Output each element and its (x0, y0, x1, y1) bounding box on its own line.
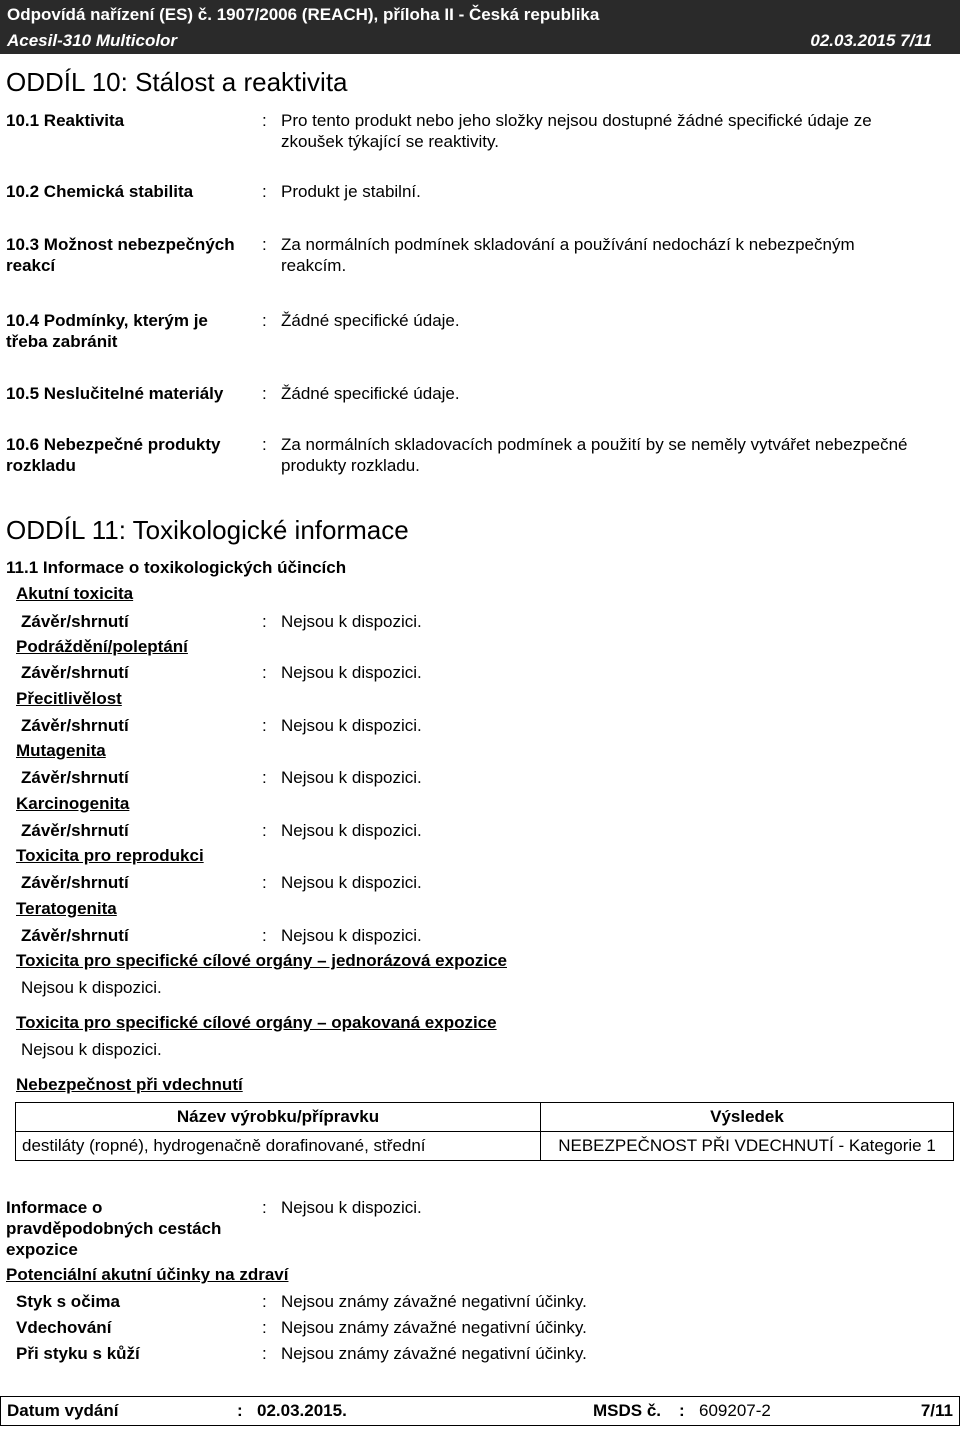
colon: : (262, 1292, 267, 1311)
colon: : (679, 1401, 685, 1420)
group-label: Závěr/shrnutí (21, 768, 129, 787)
colon: : (262, 1198, 267, 1217)
s10-row-value: Žádné specifické údaje. (281, 311, 460, 330)
header-bar-product (0, 30, 960, 54)
colon: : (262, 926, 267, 945)
colon: : (262, 111, 267, 130)
colon: : (262, 1318, 267, 1337)
group-label: Závěr/shrnutí (21, 873, 129, 892)
aspiration-heading: Nebezpečnost při vdechnutí (16, 1075, 243, 1094)
s10-row-value: Žádné specifické údaje. (281, 384, 460, 403)
table-header-cell: Název výrobku/přípravku (16, 1103, 541, 1132)
stot-repeated-heading: Toxicita pro specifické cílové orgány – opakovaná expozice (16, 1013, 497, 1032)
stot-repeated-value: Nejsou k dispozici. (21, 1040, 162, 1059)
colon: : (262, 768, 267, 787)
s10-row-label: 10.4 Podmínky, kterým je třeba zabránit (6, 311, 208, 351)
footer-date-label: Datum vydání (7, 1401, 119, 1420)
group-heading: Akutní toxicita (16, 584, 134, 603)
exposure-routes-label: Informace o pravděpodobných cestách expozice (6, 1198, 222, 1259)
s10-row-label: 10.1 Reaktivita (6, 111, 125, 130)
s10-row-value: Produkt je stabilní. (281, 182, 421, 201)
s10-row-value: Pro tento produkt nebo jeho složky nejsou dostupné žádné specifické údaje ze zkoušek týkající se reaktivity. (281, 111, 872, 151)
group-label: Závěr/shrnutí (21, 612, 129, 631)
colon: : (262, 612, 267, 631)
colon: : (262, 435, 267, 454)
table-cell: NEBEZPEČNOST PŘI VDECHNUTÍ - Kategorie 1 (541, 1132, 954, 1161)
group-value: Nejsou k dispozici. (281, 821, 422, 840)
group-heading: Toxicita pro reprodukci (16, 846, 204, 865)
section-11-title: ODDÍL 11: Toxikologické informace (6, 515, 409, 545)
colon: : (237, 1401, 243, 1420)
colon: : (262, 384, 267, 403)
group-heading: Přecitlivělost (16, 689, 122, 708)
aspiration-table (15, 1102, 954, 1161)
effect-label: Při styku s kůží (16, 1344, 140, 1363)
group-value: Nejsou k dispozici. (281, 873, 422, 892)
colon: : (262, 663, 267, 682)
footer (0, 1396, 960, 1426)
s10-row-label: 10.3 Možnost nebezpečných reakcí (6, 235, 235, 275)
group-value: Nejsou k dispozici. (281, 716, 422, 735)
s10-row-label: 10.2 Chemická stabilita (6, 182, 194, 201)
regulation-text: Odpovídá nařízení (ES) č. 1907/2006 (REACH), příloha II - Česká republika (7, 5, 600, 24)
colon: : (262, 182, 267, 201)
s10-row-label: 10.6 Nebezpečné produkty rozkladu (6, 435, 221, 475)
table-header-cell: Výsledek (541, 1103, 954, 1132)
footer-page: 7/11 (920, 1401, 953, 1420)
header-bar-regulation (0, 0, 960, 30)
table-row (16, 1132, 954, 1161)
s10-row-value: Za normálních podmínek skladování a používání nedochází k nebezpečným reakcím. (281, 235, 855, 275)
section-10-title: ODDÍL 10: Stálost a reaktivita (6, 67, 348, 97)
header-date-page: 02.03.2015 7/11 (810, 31, 932, 50)
colon: : (262, 716, 267, 735)
group-heading: Podráždění/poleptání (16, 637, 188, 656)
s10-row-value: Za normálních skladovacích podmínek a použití by se neměly vytvářet nebezpečné produkty rozkladu. (281, 435, 908, 475)
effect-value: Nejsou známy závažné negativní účinky. (281, 1344, 587, 1363)
stot-single-value: Nejsou k dispozici. (21, 978, 162, 997)
colon: : (262, 821, 267, 840)
group-value: Nejsou k dispozici. (281, 926, 422, 945)
effect-value: Nejsou známy závažné negativní účinky. (281, 1292, 587, 1311)
s10-row-label: 10.5 Neslučitelné materiály (6, 384, 224, 403)
group-heading: Karcinogenita (16, 794, 130, 813)
exposure-routes-value: Nejsou k dispozici. (281, 1198, 422, 1217)
colon: : (262, 235, 267, 254)
group-label: Závěr/shrnutí (21, 663, 129, 682)
stot-single-heading: Toxicita pro specifické cílové orgány – jednorázová expozice (16, 951, 507, 970)
group-value: Nejsou k dispozici. (281, 663, 422, 682)
effect-label: Styk s očima (16, 1292, 120, 1311)
group-value: Nejsou k dispozici. (281, 612, 422, 631)
group-heading: Teratogenita (16, 899, 117, 918)
group-label: Závěr/shrnutí (21, 821, 129, 840)
colon: : (262, 1344, 267, 1363)
product-name: Acesil-310 Multicolor (7, 31, 178, 50)
group-heading: Mutagenita (16, 741, 106, 760)
colon: : (262, 311, 267, 330)
footer-msds-label: MSDS č. (593, 1401, 662, 1420)
table-header-row (16, 1103, 954, 1132)
acute-effects-heading: Potenciální akutní účinky na zdraví (6, 1265, 289, 1284)
effect-value: Nejsou známy závažné negativní účinky. (281, 1318, 587, 1337)
effect-label: Vdechování (16, 1318, 112, 1337)
section-11-subtitle: 11.1 Informace o toxikologických účincích (6, 558, 347, 577)
footer-date-value: 02.03.2015. (257, 1401, 347, 1420)
group-label: Závěr/shrnutí (21, 716, 129, 735)
footer-msds-value: 609207-2 (699, 1401, 771, 1420)
group-value: Nejsou k dispozici. (281, 768, 422, 787)
group-label: Závěr/shrnutí (21, 926, 129, 945)
colon: : (262, 873, 267, 892)
table-cell: destiláty (ropné), hydrogenačně dorafinované, střední (16, 1132, 541, 1161)
